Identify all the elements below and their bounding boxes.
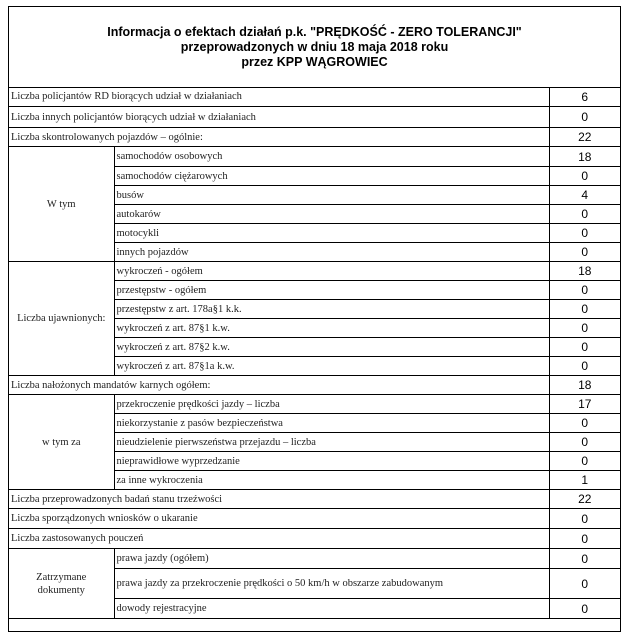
row-value: 0 bbox=[549, 569, 620, 599]
group-label-w-tym-za: w tym za bbox=[9, 395, 114, 490]
row-value: 0 bbox=[549, 224, 620, 243]
row-label: przestępstw z art. 178a§1 k.k. bbox=[114, 300, 549, 319]
report-table bbox=[9, 87, 620, 619]
group-label-ujawnione: Liczba ujawnionych: bbox=[9, 262, 114, 376]
row-label: nieudzielenie pierwszeństwa przejazdu – liczba bbox=[114, 433, 549, 452]
row-value: 0 bbox=[549, 338, 620, 357]
row-value: 0 bbox=[549, 319, 620, 338]
report-title: Informacja o efektach działań p.k. "PRĘDKOŚĆ - ZERO TOLERANCJI" bbox=[107, 24, 522, 39]
row-label: busów bbox=[114, 186, 549, 205]
row-label: innych pojazdów bbox=[114, 243, 549, 262]
table-row bbox=[9, 529, 620, 549]
row-value: 0 bbox=[549, 107, 620, 128]
row-label: wykroczeń z art. 87§1a k.w. bbox=[114, 357, 549, 376]
row-label: przestępstw - ogółem bbox=[114, 281, 549, 300]
report-header bbox=[9, 7, 620, 88]
row-value: 0 bbox=[549, 167, 620, 186]
row-value: 0 bbox=[549, 281, 620, 300]
table-row bbox=[9, 147, 620, 167]
group-label-w-tym: W tym bbox=[9, 147, 114, 262]
row-label: Liczba policjantów RD biorących udział w działaniach bbox=[9, 87, 549, 107]
table-row bbox=[9, 509, 620, 529]
row-value: 0 bbox=[549, 509, 620, 529]
row-value: 0 bbox=[549, 452, 620, 471]
table-row bbox=[9, 376, 620, 395]
report-unit-line: przez KPP WĄGROWIEC bbox=[241, 54, 388, 69]
row-label: Liczba zastosowanych pouczeń bbox=[9, 529, 549, 549]
report-date-line: przeprowadzonych w dniu 18 maja 2018 roku bbox=[180, 39, 449, 54]
row-value: 0 bbox=[549, 549, 620, 569]
row-label: autokarów bbox=[114, 205, 549, 224]
row-label: prawa jazdy za przekroczenie prędkości o 50 km/h w obszarze zabudowanym bbox=[114, 569, 549, 599]
row-value: 4 bbox=[549, 186, 620, 205]
table-row bbox=[9, 549, 620, 569]
row-value: 18 bbox=[549, 147, 620, 167]
row-label: za inne wykroczenia bbox=[114, 471, 549, 490]
row-value: 22 bbox=[549, 490, 620, 509]
row-label: samochodów osobowych bbox=[114, 147, 549, 167]
row-value: 0 bbox=[549, 300, 620, 319]
row-value: 1 bbox=[549, 471, 620, 490]
row-label: wykroczeń - ogółem bbox=[114, 262, 549, 281]
row-label: Liczba sporządzonych wniosków o ukaranie bbox=[9, 509, 549, 529]
row-value: 18 bbox=[549, 262, 620, 281]
row-label: przekroczenie prędkości jazdy – liczba bbox=[114, 395, 549, 414]
row-label: prawa jazdy (ogółem) bbox=[114, 549, 549, 569]
row-value: 0 bbox=[549, 414, 620, 433]
table-row bbox=[9, 128, 620, 147]
group-label-dokumenty bbox=[9, 549, 114, 619]
group-label-line: dokumenty bbox=[37, 584, 85, 596]
row-value: 17 bbox=[549, 395, 620, 414]
table-row bbox=[9, 107, 620, 128]
row-value: 0 bbox=[549, 357, 620, 376]
row-label: wykroczeń z art. 87§1 k.w. bbox=[114, 319, 549, 338]
row-value: 0 bbox=[549, 599, 620, 619]
row-value: 6 bbox=[549, 87, 620, 107]
row-label: motocykli bbox=[114, 224, 549, 243]
row-value: 0 bbox=[549, 205, 620, 224]
row-label: nieprawidłowe wyprzedzanie bbox=[114, 452, 549, 471]
row-label: samochodów ciężarowych bbox=[114, 167, 549, 186]
group-label-line: Zatrzymane bbox=[36, 571, 87, 583]
report-sheet bbox=[8, 6, 621, 632]
row-value: 0 bbox=[549, 433, 620, 452]
row-value: 0 bbox=[549, 529, 620, 549]
table-row bbox=[9, 395, 620, 414]
row-label: niekorzystanie z pasów bezpieczeństwa bbox=[114, 414, 549, 433]
table-row bbox=[9, 490, 620, 509]
row-value: 0 bbox=[549, 243, 620, 262]
row-label: Liczba skontrolowanych pojazdów – ogólnie: bbox=[9, 128, 549, 147]
row-label: Liczba przeprowadzonych badań stanu trzeźwości bbox=[9, 490, 549, 509]
table-row bbox=[9, 87, 620, 107]
table-row bbox=[9, 262, 620, 281]
row-value: 22 bbox=[549, 128, 620, 147]
row-label: wykroczeń z art. 87§2 k.w. bbox=[114, 338, 549, 357]
row-label: Liczba innych policjantów biorących udział w działaniach bbox=[9, 107, 549, 128]
row-value: 18 bbox=[549, 376, 620, 395]
row-label: dowody rejestracyjne bbox=[114, 599, 549, 619]
row-label: Liczba nałożonych mandatów karnych ogółem: bbox=[9, 376, 549, 395]
